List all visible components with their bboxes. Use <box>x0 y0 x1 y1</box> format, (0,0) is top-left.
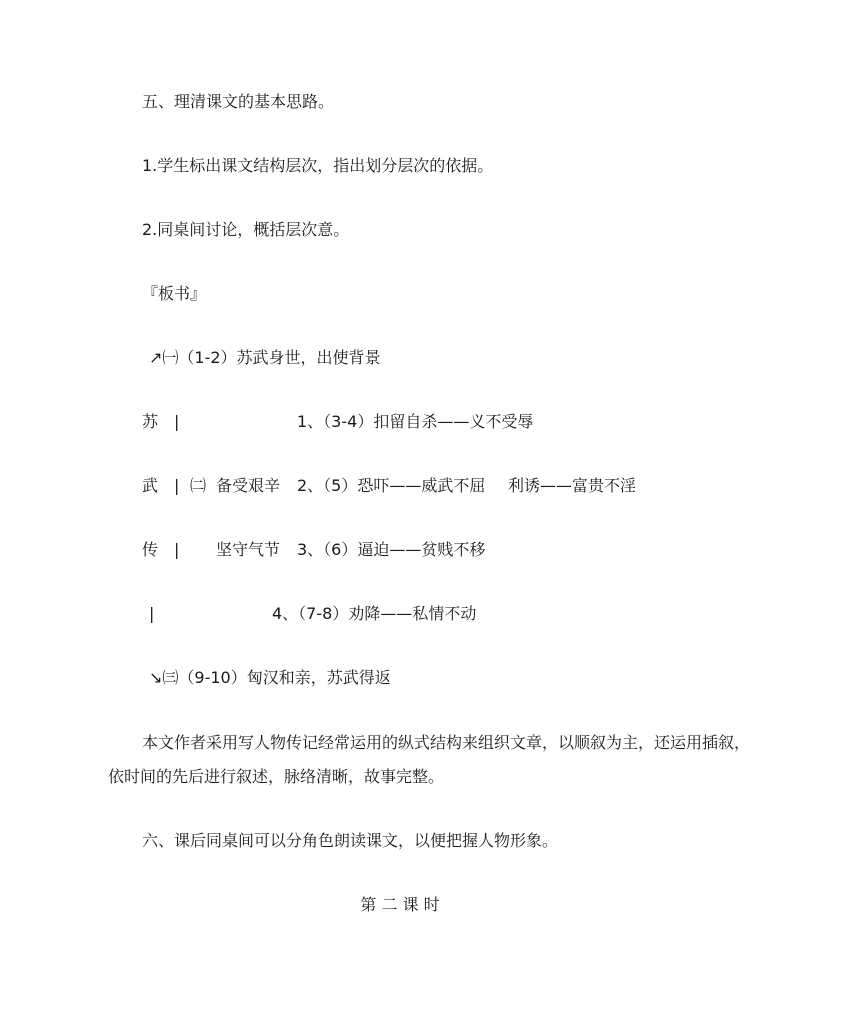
board-bar: | <box>174 540 180 559</box>
second-lesson-heading: 第 二 课 时 <box>360 895 440 914</box>
list-item-2: 2.同桌间讨论，概括层次意。 <box>142 220 350 239</box>
board-sub-2b: 利诱——富贵不淫 <box>508 476 637 495</box>
list-item-1: 1.学生标出课文结构层次，指出划分层次的依据。 <box>142 156 494 175</box>
section-six-heading: 六、课后同桌间可以分角色朗读课文，以便把握人物形象。 <box>142 831 559 850</box>
board-char-su: 苏 <box>142 412 159 431</box>
board-char-wu: 武 <box>142 476 159 495</box>
board-label: 『板书』 <box>142 284 207 303</box>
board-part-2-number: ㈡ <box>190 476 207 495</box>
board-part-2-subtitle: 坚守气节 <box>216 540 281 559</box>
paragraph-line-2: 依时间的先后进行叙述，脉络清晰，故事完整。 <box>108 767 445 786</box>
board-sub-4: 4、（7-8）劝降——私情不动 <box>272 604 477 623</box>
board-part-1: ↗㈠（1-2）苏武身世，出使背景 <box>149 348 381 367</box>
paragraph-line-1: 本文作者采用写人物传记经常运用的纵式结构来组织文章，以顺叙为主，还运用插叙， <box>142 733 751 752</box>
board-sub-2: 2、（5）恐吓——威武不屈 <box>297 476 486 495</box>
board-sub-1: 1、（3-4）扣留自杀——义不受辱 <box>297 412 534 431</box>
section-five-heading: 五、理清课文的基本思路。 <box>142 92 335 111</box>
board-bar: | <box>149 604 155 623</box>
board-bar: | <box>174 412 180 431</box>
board-part-3: ↘㈢（9-10）匈汉和亲，苏武得返 <box>149 668 391 687</box>
board-sub-3: 3、（6）逼迫——贫贱不移 <box>297 540 486 559</box>
board-bar: | <box>174 476 180 495</box>
board-char-zhuan: 传 <box>142 540 159 559</box>
board-part-2-title: 备受艰辛 <box>216 476 281 495</box>
